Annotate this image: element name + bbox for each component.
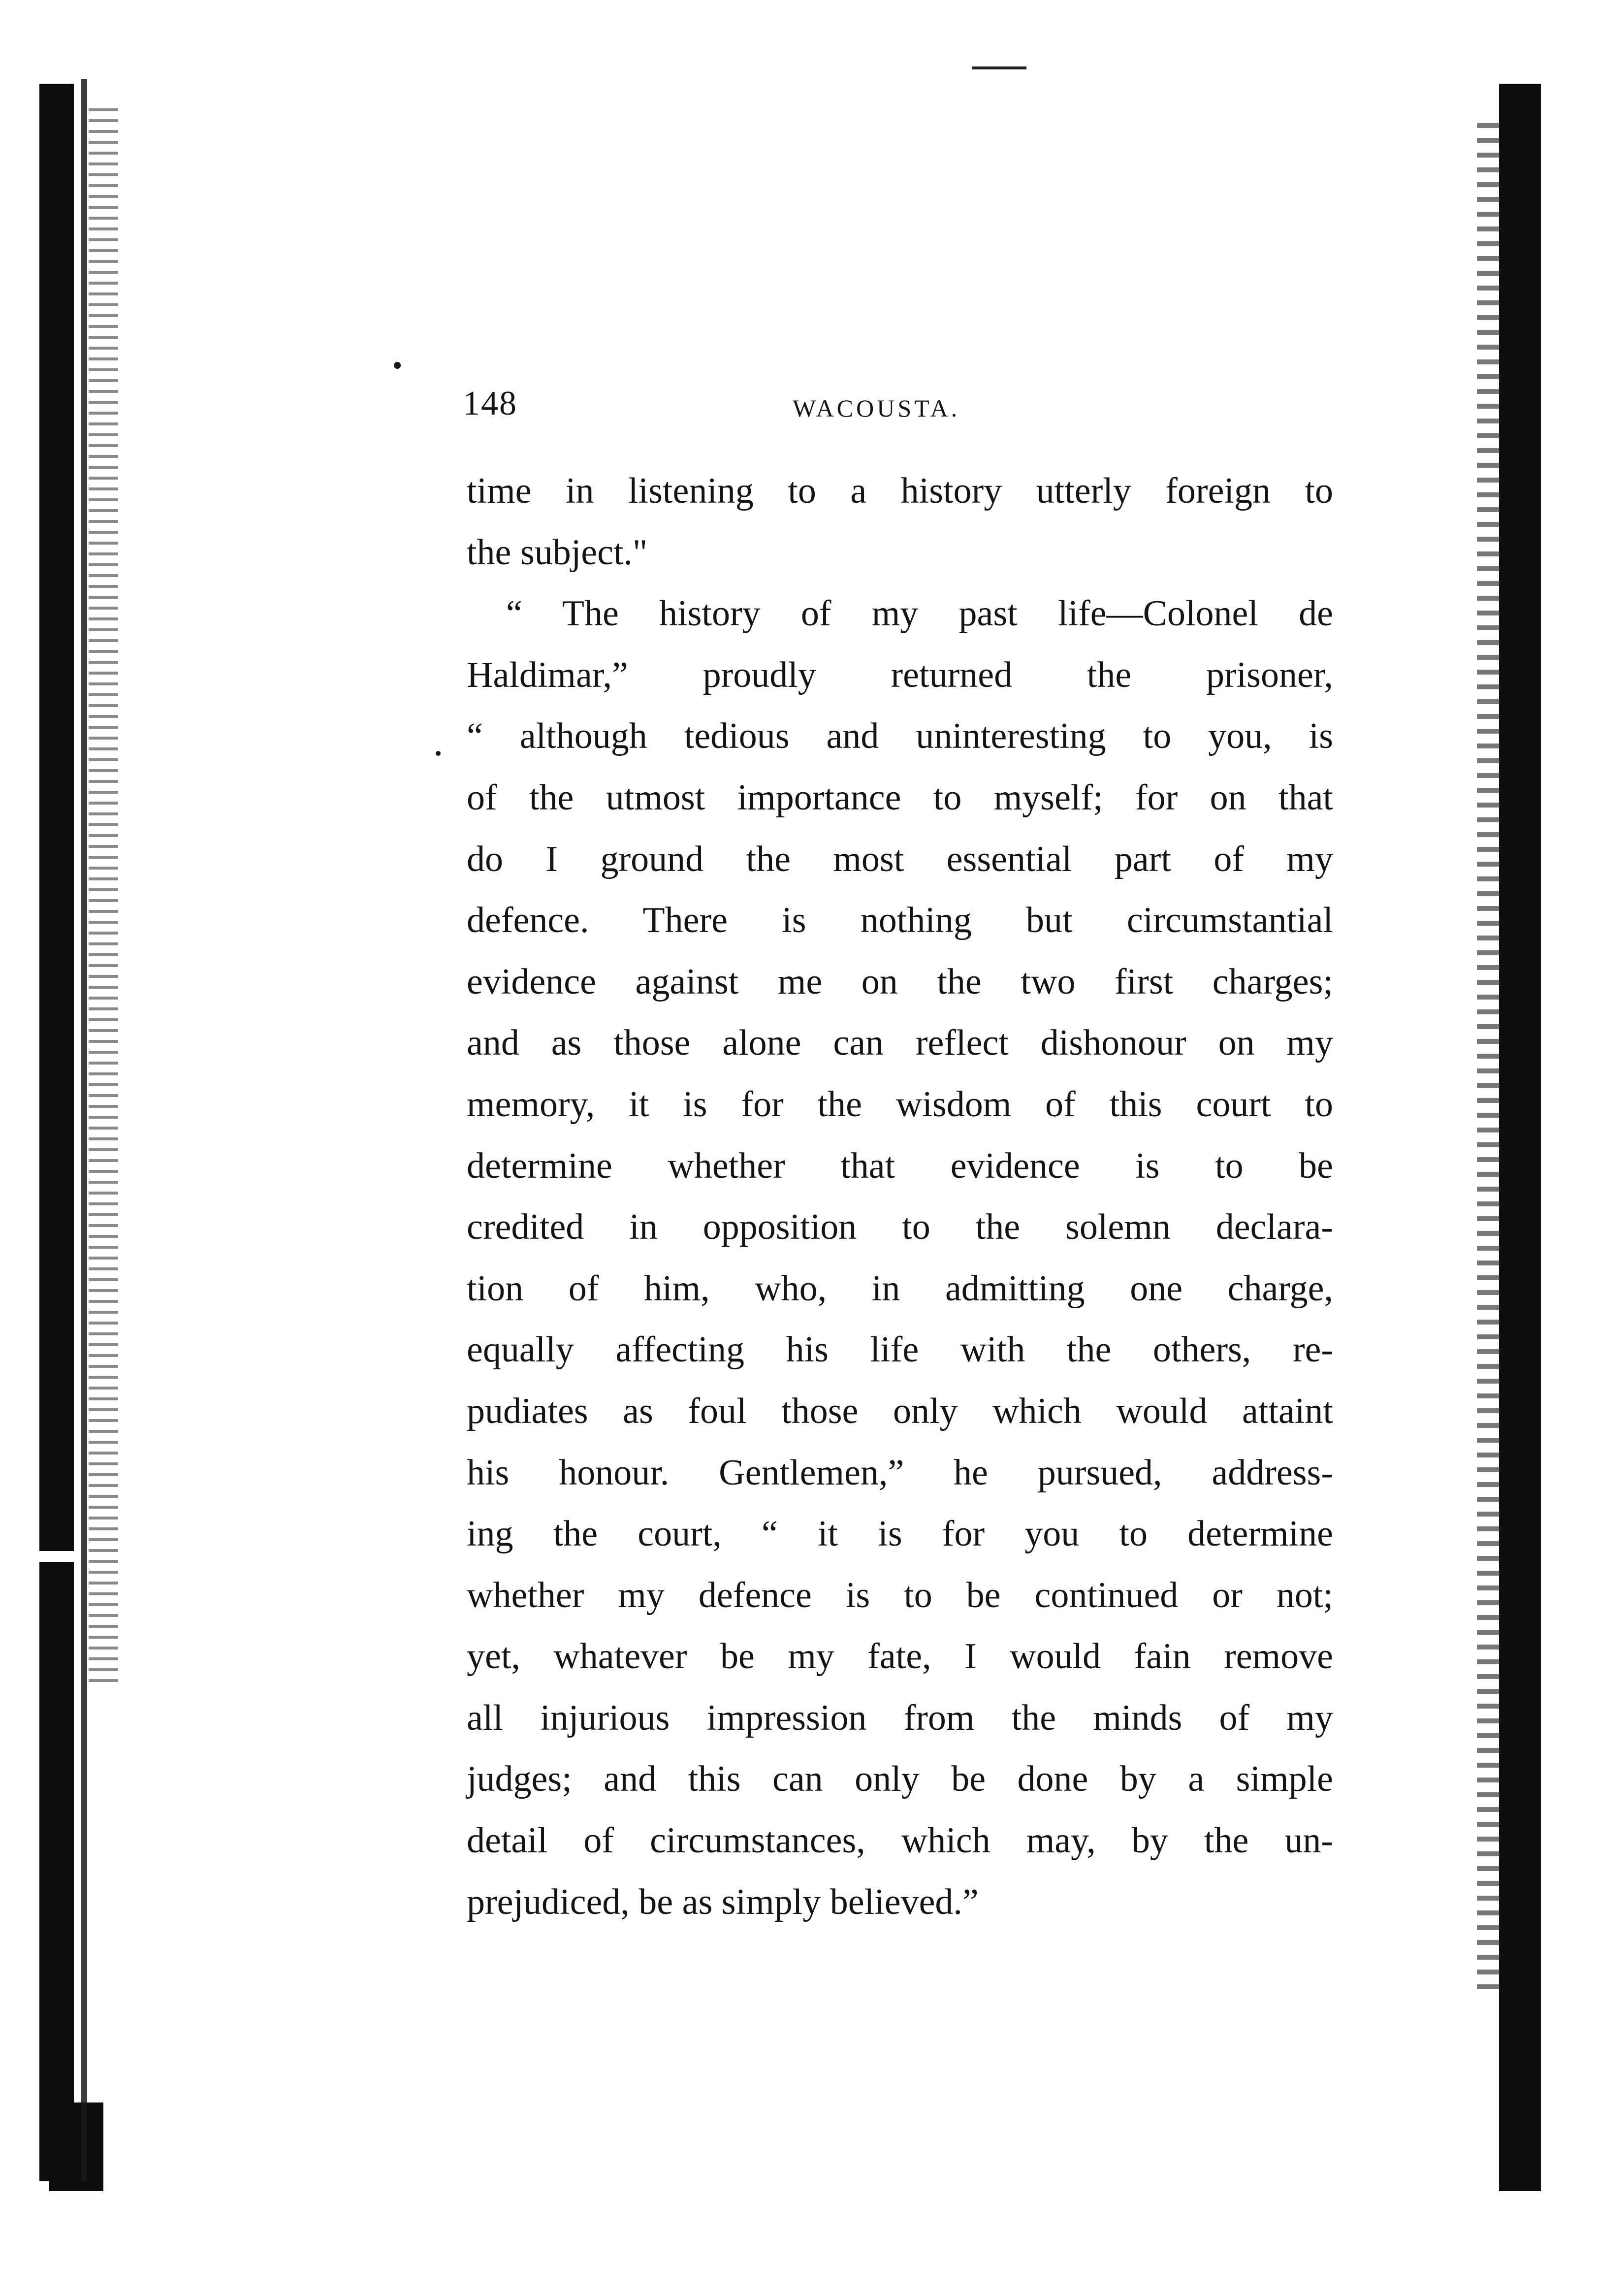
scan-edge-left-grain — [89, 108, 118, 1684]
scan-edge-left-bottom — [49, 2102, 103, 2191]
text-line: “ although tedious and uninteresting to you, is — [467, 716, 1333, 757]
text-line: ing the court, “ it is for you to determine — [467, 1514, 1333, 1554]
text-line: and as those alone can reflect dishonour on my — [467, 1023, 1333, 1064]
text-line: evidence against me on the two first charges; — [467, 961, 1333, 1002]
text-line: his honour. Gentlemen,” he pursued, address- — [467, 1452, 1333, 1493]
scan-edge-right — [1499, 84, 1541, 2191]
text-line: equally affecting his life with the others, re- — [467, 1329, 1333, 1370]
text-line: judges; and this can only be done by a simple — [467, 1759, 1333, 1800]
book-title: WACOUSTA. — [793, 394, 960, 422]
text-line: tion of him, who, in admitting one charge, — [467, 1268, 1333, 1309]
running-head — [463, 384, 1319, 433]
scan-speck — [436, 751, 441, 756]
scan-edge-left — [39, 84, 74, 2181]
text-line: pudiates as foul those only which would attaint — [467, 1391, 1333, 1431]
text-line: all injurious impression from the minds of my — [467, 1697, 1333, 1738]
scan-speck — [394, 362, 401, 369]
text-line: the subject." — [467, 532, 648, 573]
text-line: of the utmost importance to myself; for on that — [467, 777, 1333, 818]
text-line: time in listening to a history utterly foreign to — [467, 471, 1333, 511]
page-number: 148 — [463, 385, 517, 422]
text-line: memory, it is for the wisdom of this court to — [467, 1084, 1333, 1125]
text-line: do I ground the most essential part of my — [467, 839, 1333, 879]
scan-edge-right-grain — [1477, 123, 1501, 1994]
body-text — [467, 460, 1333, 1933]
text-line: detail of circumstances, which may, by the un- — [467, 1820, 1333, 1861]
text-line: whether my defence is to be continued or not; — [467, 1575, 1333, 1616]
text-line: prejudiced, be as simply believed.” — [467, 1881, 979, 1922]
text-line: “ The history of my past life—Colonel de — [506, 593, 1333, 634]
text-line: yet, whatever be my fate, I would fain remove — [467, 1636, 1333, 1677]
scan-edge-left-line — [81, 79, 87, 2181]
text-line: defence. There is nothing but circumstantial — [467, 900, 1333, 941]
text-line: determine whether that evidence is to be — [467, 1145, 1333, 1186]
scan-edge-gap — [39, 1551, 84, 1562]
text-line: credited in opposition to the solemn declara- — [467, 1207, 1333, 1248]
scan-top-dash — [972, 66, 1026, 69]
text-line: Haldimar,” proudly returned the prisoner, — [467, 654, 1333, 695]
